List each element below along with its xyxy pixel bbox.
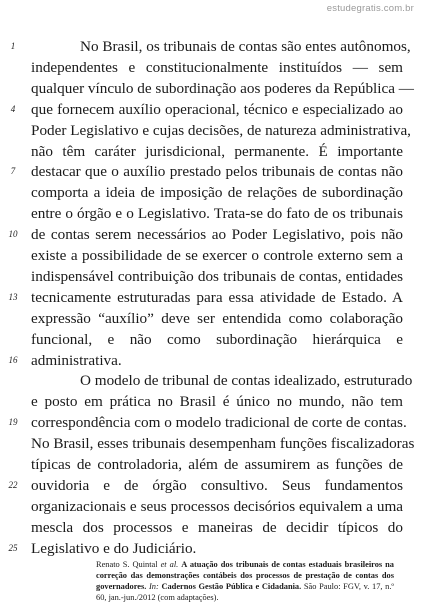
line-number [6,203,20,224]
line-number: 10 [8,229,18,240]
text-line: No Brasil, esses tribunais desempenham funções fiscalizadoras [31,435,415,453]
text-line: O modelo de tribunal de contas idealizado, estruturado [80,372,413,390]
line-number: 25 [8,542,18,553]
text-line: não têm caráter jurisdicional, permanente. É importante [31,142,403,160]
text-line: de contas serem necessários ao Poder Legislativo, pois não [31,226,403,244]
text-line: qualquer vínculo de subordinação aos poderes da República — [31,79,414,97]
line-number: 19 [8,417,18,428]
citation-title: A atuação dos tribunais de contas estaduais brasileiros na correção das demonstrações contábeis dos processos de prestação de contas dos governadores. [96,560,394,591]
line-number [6,391,20,412]
text-line: administrativa. [31,351,122,369]
line-number [6,433,20,454]
site-watermark: estudegratis.com.br [326,3,414,14]
text-line: existe a possibilidade de se exercer o controle externo sem a [31,247,403,264]
text-line: tecnicamente estruturadas para essa atividade de Estado. A [31,288,403,306]
citation-in: In: [149,582,159,591]
line-number [6,496,20,517]
line-number [6,308,20,329]
text-line: típicas de controladoria, além de assumirem as funções de [31,456,403,473]
text-line: No Brasil, os tribunais de contas são entes autônomos, [80,38,411,55]
citation-details: São Paulo: FGV, v. 17, n.º 60, jan.-jun./2012 (com adaptações). [96,582,395,602]
text-line: destacar que o auxílio prestado pelos tribunais de contas não [31,163,403,181]
text-line: correspondência com o modelo tradicional de corte de contas. [31,414,407,432]
citation-journal: Cadernos Gestão Pública e Cidadania. [161,582,302,591]
text-line: mescla dos processos e maneiras de decidir típicos do [31,518,403,536]
text-line: expressão “auxílio” deve ser entendida como colaboração [31,309,403,327]
text-line: Poder Legislativo e cujas decisões, de natureza administrativa, [31,121,411,139]
source-citation [96,559,394,603]
text-line: independentes e constitucionalmente instituídos — sem [31,58,403,76]
text-line: indispensável contribuição dos tribunais de contas, entidades [31,267,403,285]
line-number [6,517,20,538]
line-number [6,57,20,78]
line-number [6,120,20,141]
line-number: 1 [10,41,16,51]
line-number: 4 [10,103,16,114]
text-line: organizacionais e seus processos decisórios equivalem a uma [31,497,403,515]
text-line: ouvidoria e de órgão consultivo. Seus fundamentos [31,476,403,494]
citation-author: Renato S. Quintal [96,560,158,569]
line-number: 7 [10,166,16,177]
text-line: comporta a ideia de imposição de relações de subordinação [31,184,403,202]
line-number [6,141,20,162]
text-line: Legislativo e do Judiciário. [31,539,197,557]
line-number [6,245,20,266]
line-number: 16 [8,354,18,365]
text-line: funcional, e não como subordinação hierárquica e [31,330,403,348]
line-number: 22 [8,479,18,490]
line-number [6,266,20,287]
text-line: entre o órgão e o Legislativo. Trata-se do fato de os tribunais [31,205,403,223]
line-number: 13 [8,291,18,302]
text-line: e posto em prática no Brasil é único no mundo, não tem [31,393,403,411]
text-line: que fornecem auxílio operacional, técnico e especializado ao [31,100,403,118]
line-number [6,182,20,203]
line-number [6,370,20,391]
line-number [6,78,20,99]
line-number [6,454,20,475]
citation-et-al: et al. [160,560,179,569]
line-number [6,329,20,350]
